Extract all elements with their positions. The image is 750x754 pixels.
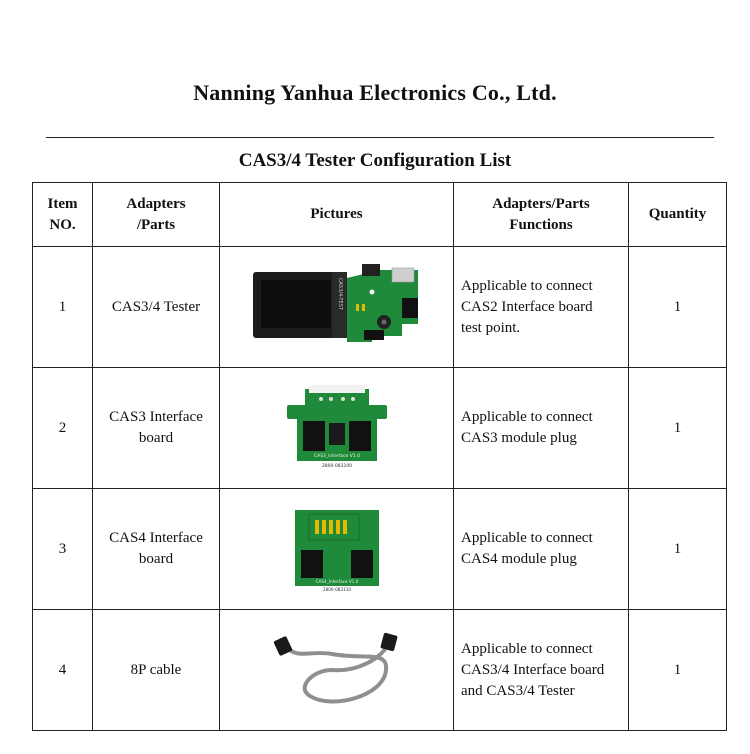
item-number: 3 — [33, 489, 93, 610]
header-divider — [46, 137, 714, 138]
cas4-interface-board-image — [295, 506, 379, 592]
part-function: Applicable to connect CAS3/4 Interface board and CAS3/4 Tester — [454, 610, 629, 731]
header-item-no: Item NO. — [33, 183, 93, 247]
table-row — [33, 610, 727, 731]
part-function: Applicable to connect CAS2 Interface board test point. — [454, 247, 629, 368]
header-adapters: Adapters /Parts — [93, 183, 220, 247]
board-label: CAS3_Interface V1.0 — [313, 454, 360, 459]
item-number: 1 — [33, 247, 93, 368]
part-name: CAS3/4 Tester — [93, 247, 220, 368]
header-pictures: Pictures — [220, 183, 454, 247]
part-quantity: 1 — [629, 489, 727, 610]
tester-label: CAS3/4-TEST — [336, 278, 343, 310]
header-quantity: Quantity — [629, 183, 727, 247]
board-code: 2800-083110 — [322, 587, 351, 592]
8p-cable-image — [272, 630, 402, 710]
table-row — [33, 247, 727, 368]
part-picture — [220, 610, 454, 731]
part-quantity: 1 — [629, 610, 727, 731]
table-header-row — [33, 183, 727, 247]
part-function: Applicable to connect CAS3 module plug — [454, 368, 629, 489]
part-function: Applicable to connect CAS4 module plug — [454, 489, 629, 610]
part-name: CAS3 Interface board — [93, 368, 220, 489]
part-quantity: 1 — [629, 247, 727, 368]
cas34-tester-image — [252, 264, 422, 350]
list-title: CAS3/4 Tester Configuration List — [238, 150, 512, 171]
item-number: 4 — [33, 610, 93, 731]
configuration-table — [32, 182, 727, 731]
board-code: 2800-083100 — [321, 464, 352, 469]
part-quantity: 1 — [629, 368, 727, 489]
item-number: 2 — [33, 368, 93, 489]
header-functions: Adapters/Parts Functions — [454, 183, 629, 247]
table-row — [33, 368, 727, 489]
part-picture — [220, 368, 454, 489]
company-name: Nanning Yanhua Electronics Co., Ltd. — [193, 80, 557, 105]
part-name: CAS4 Interface board — [93, 489, 220, 610]
part-picture — [220, 247, 454, 368]
cas3-interface-board-image — [287, 383, 387, 473]
part-picture — [220, 489, 454, 610]
board-label: CAS4_Interface V1.0 — [315, 579, 358, 584]
part-name: 8P cable — [93, 610, 220, 731]
table-row — [33, 489, 727, 610]
